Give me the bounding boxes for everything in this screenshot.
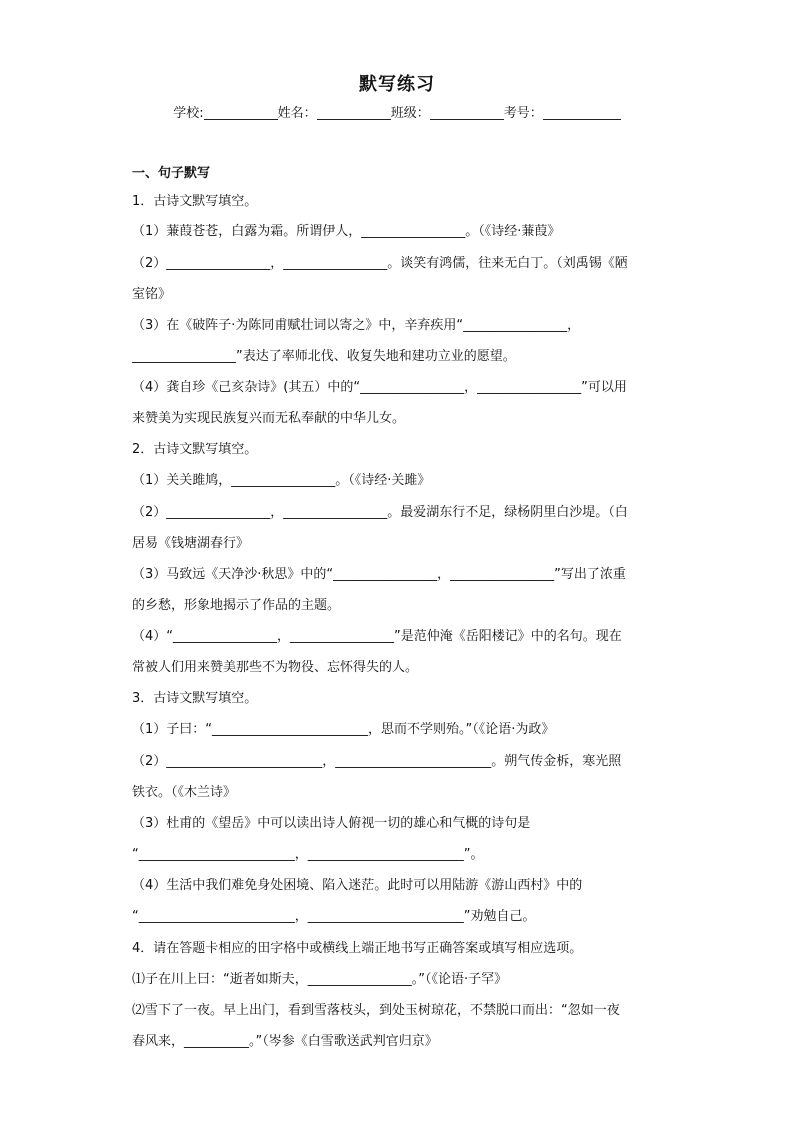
class-label: 班级： [390, 106, 430, 121]
q1-item-3: （3）在《破阵子·为陈同甫赋壮词以寄之》中，辛弃疾用“________________， [132, 318, 581, 333]
section-heading: 一、句子默写 [132, 166, 211, 181]
number-blank[interactable] [543, 105, 621, 120]
school-blank[interactable] [204, 105, 278, 120]
q3-item-3: （3）杜甫的《望岳》中可以读出诗人俯视一切的雄心和气概的诗句是 [132, 816, 531, 831]
q1-item-1: （1）蒹葭苍苍，白露为霜。所谓伊人，________________。（《诗经·蒹葭》 [132, 224, 561, 239]
q4-item-2-cont: 春风来，__________。”（岑参《白雪歌送武判官归京》 [132, 1034, 438, 1049]
q3-item-2-cont: 铁衣。（《木兰诗》 [132, 785, 237, 800]
q2-item-1: （1）关关雎鸠，________________。（《诗经·关雎》 [132, 473, 431, 488]
name-blank[interactable] [317, 105, 391, 120]
page-title: 默写练习 [359, 74, 435, 95]
q2-item-2-cont: 居易《钱塘湖春行》 [132, 536, 250, 551]
q4-item-1: ⑴子在川上曰：“逝者如斯夫，________________。”（《论语·子罕》 [132, 972, 508, 987]
q1-item-2-cont: 室铭》 [132, 287, 172, 302]
q4-item-2: ⑵雪下了一夜。早上出门，看到雪落枝头，到处玉树琼花，不禁脱口而出：“忽如一夜 [132, 1003, 620, 1018]
q1-item-4: （4）龚自珍《己亥杂诗》(其五）中的“________________，________________”可以用 [132, 380, 627, 395]
q2-item-4: （4）“________________，________________”是范仲淹《岳阳楼记》中的名句。现在 [132, 629, 622, 644]
q3-item-1: （1）子曰：“________________________，思而不学则殆。”（《论语·为政》 [132, 722, 555, 737]
q3-item-2: （2）________________________，________________________。朔气传金柝，寒光照 [132, 754, 622, 769]
school-label: 学校: [173, 106, 204, 121]
q3-item-4-cont: “________________________，________________________”劝勉自己。 [132, 909, 536, 924]
question-3-stem: 3．古诗文默写填空。 [132, 691, 258, 706]
q3-item-4: （4）生活中我们难免身处困境、陷入迷茫。此时可以用陆游《游山西村》中的 [132, 878, 583, 893]
q2-item-2: （2）________________，________________。最爱湖东行不足，绿杨阴里白沙堤。（白 [132, 505, 628, 520]
name-label: 姓名： [277, 106, 317, 121]
q3-item-3-cont: “________________________，________________________”。 [132, 847, 484, 862]
q2-item-4-cont: 常被人们用来赞美那些不为物役、忘怀得失的人。 [132, 660, 419, 675]
number-label: 考号： [503, 106, 543, 121]
question-1-stem: 1．古诗文默写填空。 [132, 194, 258, 209]
q2-item-3: （3）马致远《天净沙·秋思》中的“________________，________________”写出了浓重 [132, 567, 626, 582]
question-4-stem: 4．请在答题卡相应的田字格中或横线上端正地书写正确答案或填写相应选项。 [132, 941, 583, 956]
q1-item-3-cont: ________________”表达了率师北伐、收复失地和建功立业的愿望。 [132, 349, 516, 364]
question-2-stem: 2．古诗文默写填空。 [132, 442, 258, 457]
student-info-row [0, 102, 794, 121]
q2-item-3-cont: 的乡愁，形象地揭示了作品的主题。 [132, 598, 341, 613]
class-blank[interactable] [430, 105, 504, 120]
q1-item-2: （2）________________，________________。谈笑有鸿儒，往来无白丁。（刘禹锡《陋 [132, 256, 628, 271]
q1-item-4-cont: 来赞美为实现民族复兴而无私奉献的中华儿女。 [132, 411, 406, 426]
